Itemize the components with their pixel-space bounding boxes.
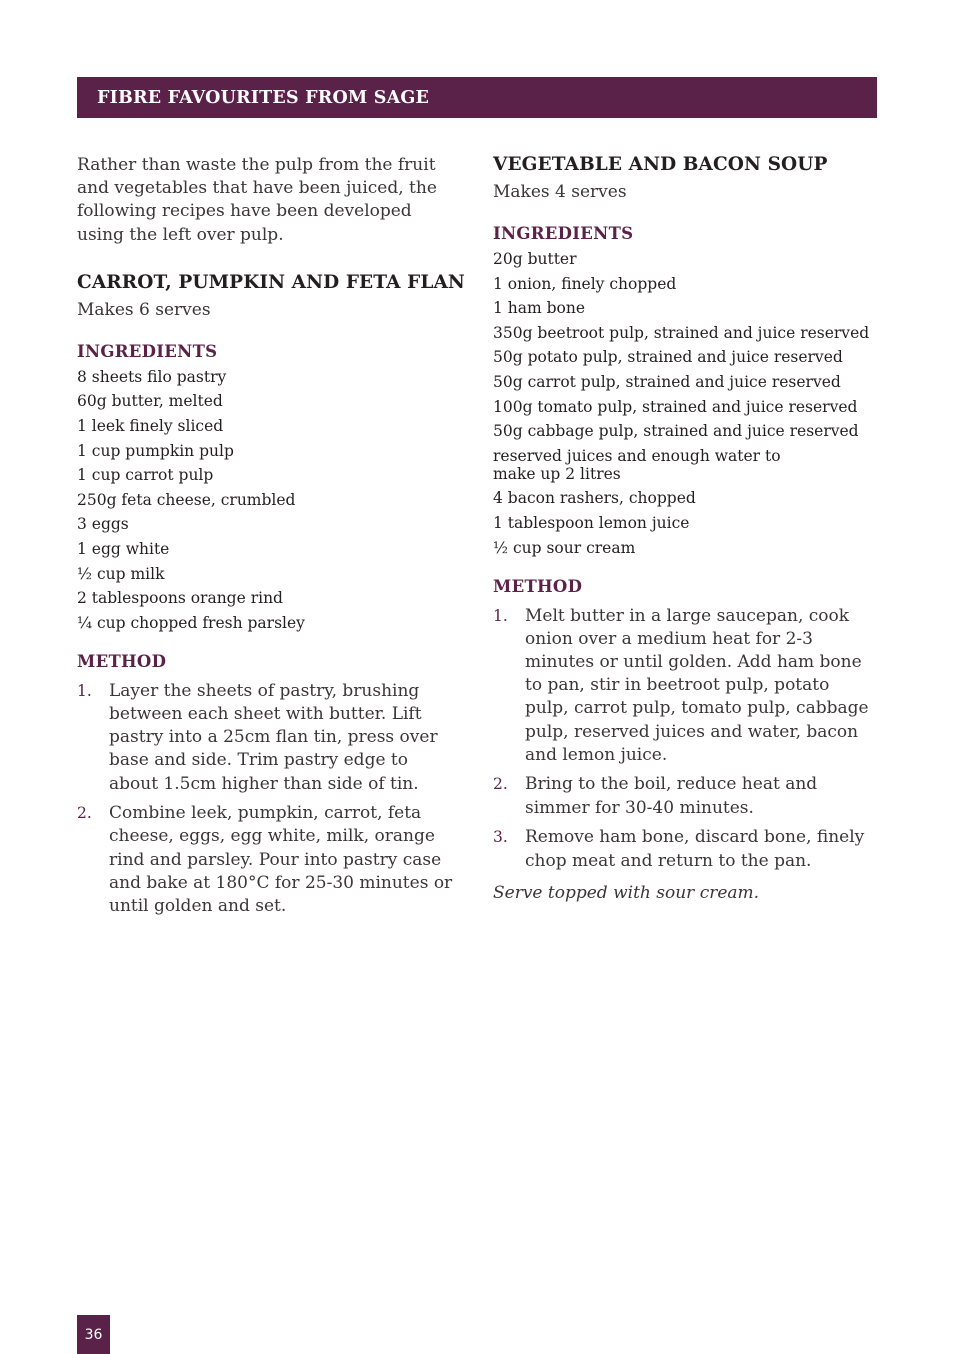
ingredient-item: ½ cup milk xyxy=(77,564,165,583)
section-banner xyxy=(77,77,877,118)
ingredient-item: 1 onion, finely chopped xyxy=(493,274,677,293)
ingredient-item: ½ cup sour cream xyxy=(493,538,636,557)
right-column xyxy=(493,150,877,903)
left-column xyxy=(77,150,465,925)
page-number: 36 xyxy=(77,1315,110,1354)
ingredient-item: 1 ham bone xyxy=(493,299,586,318)
method-step xyxy=(77,680,462,796)
step-text: Melt butter in a large saucepan, cook onion over a medium heat for 2-3 minutes or until golden. Add ham bone to pan, stir in beetroot pulp, potato pulp, carrot pulp, tomato pulp, cabbage pulp, reserved juices and water, bacon and lemon juice. xyxy=(525,605,869,765)
ingredient-item: 60g butter, melted xyxy=(77,392,223,411)
ingredient-item: 50g carrot pulp, strained and juice reserved xyxy=(493,372,841,391)
soup-serves: Makes 4 serves xyxy=(493,182,627,202)
soup-method-heading: METHOD xyxy=(493,576,583,596)
step-text: Layer the sheets of pastry, brushing between each sheet with butter. Lift pastry into a 25cm flan tin, press over base and side. Trim pastry edge to about 1.5cm higher than side of tin. xyxy=(109,680,438,794)
method-step xyxy=(77,802,462,918)
ingredient-item: 3 eggs xyxy=(77,515,129,534)
step-text: Combine leek, pumpkin, carrot, feta cheese, eggs, egg white, milk, orange rind and parsley. Pour into pastry case and bake at 180°C for 25-30 minutes or until golden and set. xyxy=(109,803,453,917)
ingredient-item: ¼ cup chopped fresh parsley xyxy=(77,613,305,632)
ingredient-item: 100g tomato pulp, strained and juice reserved xyxy=(493,397,858,416)
ingredient-item: 2 tablespoons orange rind xyxy=(77,589,283,608)
soup-ingredients-list xyxy=(493,250,877,557)
method-step xyxy=(493,773,877,819)
soup-method-list xyxy=(493,605,877,873)
method-step xyxy=(493,605,877,767)
step-text: Bring to the boil, reduce heat and simmer for 30-40 minutes. xyxy=(525,774,818,818)
flan-method-list xyxy=(77,680,462,919)
ingredient-item: 4 bacon rashers, chopped xyxy=(493,489,696,508)
serving-note: Serve topped with sour cream. xyxy=(493,882,760,903)
step-number: 1. xyxy=(77,681,92,700)
step-number: 2. xyxy=(77,804,92,823)
ingredient-item: 350g beetroot pulp, strained and juice reserved xyxy=(493,323,870,342)
ingredient-item: 1 cup carrot pulp xyxy=(77,466,214,485)
flan-method-heading: METHOD xyxy=(77,651,167,671)
ingredient-item: 250g feta cheese, crumbled xyxy=(77,490,296,509)
section-title: FIBRE FAVOURITES FROM SAGE xyxy=(97,87,430,108)
ingredient-item: 1 egg white xyxy=(77,539,170,558)
ingredient-item: 1 leek finely sliced xyxy=(77,417,224,435)
step-number: 1. xyxy=(493,606,508,625)
step-number: 3. xyxy=(493,828,508,847)
intro-paragraph: Rather than waste the pulp from the fruit and vegetables that have been juiced, the following recipes have been developed using the left over pulp. xyxy=(77,155,437,245)
ingredient-item: 1 cup pumpkin pulp xyxy=(77,441,234,460)
ingredient-item: 50g potato pulp, strained and juice reserved xyxy=(493,348,843,367)
flan-ingredients-heading: INGREDIENTS xyxy=(77,341,218,361)
flan-serves: Makes 6 serves xyxy=(77,299,211,320)
flan-ingredients-list xyxy=(77,368,462,632)
step-number: 2. xyxy=(493,775,508,794)
soup-recipe-title: VEGETABLE AND BACON SOUP xyxy=(493,154,828,175)
ingredient-item: 20g butter xyxy=(493,250,577,268)
flan-recipe-title: CARROT, PUMPKIN AND FETA FLAN xyxy=(77,271,465,293)
ingredient-item: 50g cabbage pulp, strained and juice reserved xyxy=(493,422,859,441)
method-step xyxy=(493,826,877,872)
soup-ingredients-heading: INGREDIENTS xyxy=(493,224,634,243)
ingredient-item: 8 sheets filo pastry xyxy=(77,367,227,386)
ingredient-item: 1 tablespoon lemon juice xyxy=(493,513,690,532)
step-text: Remove ham bone, discard bone, finely chop meat and return to the pan. xyxy=(525,827,865,871)
ingredient-item: reserved juices and enough water to make up 2 litres xyxy=(493,446,781,483)
